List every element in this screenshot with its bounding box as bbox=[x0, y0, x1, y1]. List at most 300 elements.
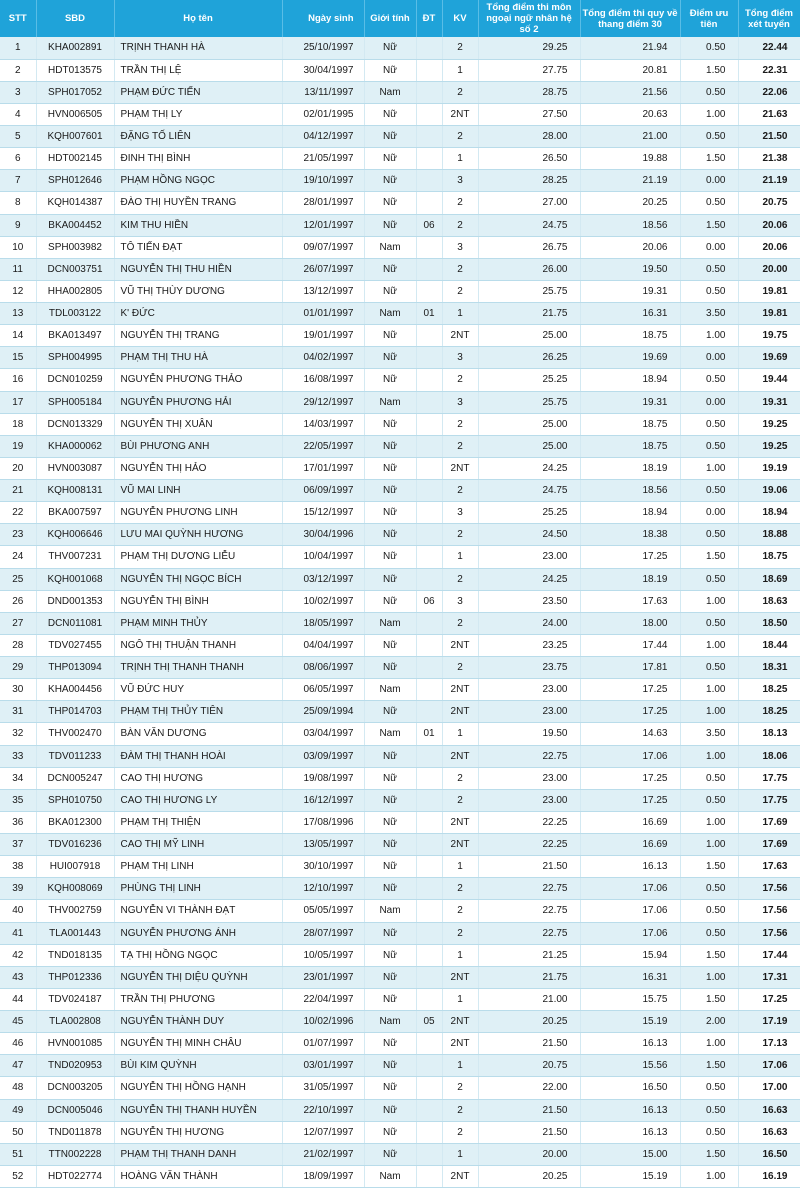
cell-gender: Nữ bbox=[364, 546, 416, 568]
cell-foreign-score: 24.25 bbox=[478, 568, 580, 590]
cell-stt: 27 bbox=[0, 612, 36, 634]
cell-dt bbox=[416, 1121, 442, 1143]
cell-final-score: 19.44 bbox=[738, 369, 800, 391]
cell-name: CAO THỊ HƯƠNG LY bbox=[114, 789, 282, 811]
cell-bonus: 0.50 bbox=[680, 192, 738, 214]
cell-scale30-score: 16.13 bbox=[580, 1099, 680, 1121]
cell-foreign-score: 27.75 bbox=[478, 59, 580, 81]
cell-final-score: 19.81 bbox=[738, 303, 800, 325]
cell-dob: 03/04/1997 bbox=[282, 723, 364, 745]
cell-gender: Nữ bbox=[364, 502, 416, 524]
cell-final-score: 22.44 bbox=[738, 37, 800, 59]
cell-foreign-score: 24.50 bbox=[478, 524, 580, 546]
cell-sbd: TND018135 bbox=[36, 944, 114, 966]
cell-dt: 01 bbox=[416, 303, 442, 325]
cell-name: HOÀNG VĂN THÀNH bbox=[114, 1165, 282, 1187]
cell-final-score: 21.38 bbox=[738, 148, 800, 170]
cell-final-score: 20.06 bbox=[738, 214, 800, 236]
cell-final-score: 17.75 bbox=[738, 789, 800, 811]
cell-final-score: 18.25 bbox=[738, 679, 800, 701]
cell-sbd: DCN005046 bbox=[36, 1099, 114, 1121]
cell-final-score: 18.25 bbox=[738, 701, 800, 723]
cell-dob: 31/05/1997 bbox=[282, 1077, 364, 1099]
table-row bbox=[0, 590, 800, 612]
cell-dt bbox=[416, 148, 442, 170]
table-body bbox=[0, 37, 800, 1188]
cell-gender: Nữ bbox=[364, 1099, 416, 1121]
cell-scale30-score: 17.06 bbox=[580, 922, 680, 944]
cell-name: VŨ THỊ THÙY DƯƠNG bbox=[114, 280, 282, 302]
cell-name: NGUYỄN THỊ TRANG bbox=[114, 325, 282, 347]
cell-name: NGÔ THỊ THUẬN THANH bbox=[114, 634, 282, 656]
cell-name: PHẠM THỊ THANH DANH bbox=[114, 1143, 282, 1165]
cell-dob: 13/12/1997 bbox=[282, 280, 364, 302]
cell-kv: 3 bbox=[442, 590, 478, 612]
cell-bonus: 0.50 bbox=[680, 258, 738, 280]
cell-foreign-score: 22.75 bbox=[478, 900, 580, 922]
cell-sbd: KQH007601 bbox=[36, 126, 114, 148]
table-row bbox=[0, 148, 800, 170]
cell-stt: 11 bbox=[0, 258, 36, 280]
cell-gender: Nam bbox=[364, 1011, 416, 1033]
cell-stt: 2 bbox=[0, 59, 36, 81]
cell-stt: 50 bbox=[0, 1121, 36, 1143]
table-row bbox=[0, 37, 800, 59]
cell-sbd: KHA002891 bbox=[36, 37, 114, 59]
cell-dt bbox=[416, 126, 442, 148]
table-row bbox=[0, 214, 800, 236]
cell-dt bbox=[416, 391, 442, 413]
cell-gender: Nữ bbox=[364, 413, 416, 435]
cell-bonus: 0.50 bbox=[680, 480, 738, 502]
cell-kv: 2NT bbox=[442, 1165, 478, 1187]
cell-foreign-score: 21.50 bbox=[478, 856, 580, 878]
cell-scale30-score: 18.94 bbox=[580, 369, 680, 391]
cell-final-score: 19.31 bbox=[738, 391, 800, 413]
cell-sbd: BKA013497 bbox=[36, 325, 114, 347]
cell-kv: 2 bbox=[442, 767, 478, 789]
cell-kv: 3 bbox=[442, 502, 478, 524]
cell-stt: 16 bbox=[0, 369, 36, 391]
cell-sbd: SPH005184 bbox=[36, 391, 114, 413]
header-sbd: SBD bbox=[36, 0, 114, 37]
cell-kv: 1 bbox=[442, 856, 478, 878]
cell-name: PHẠM THỊ LINH bbox=[114, 856, 282, 878]
cell-final-score: 21.63 bbox=[738, 103, 800, 125]
cell-dt: 06 bbox=[416, 590, 442, 612]
cell-final-score: 16.50 bbox=[738, 1143, 800, 1165]
cell-stt: 46 bbox=[0, 1033, 36, 1055]
cell-dt bbox=[416, 811, 442, 833]
cell-gender: Nam bbox=[364, 303, 416, 325]
cell-sbd: DCN010259 bbox=[36, 369, 114, 391]
table-row bbox=[0, 546, 800, 568]
cell-final-score: 17.31 bbox=[738, 966, 800, 988]
cell-gender: Nữ bbox=[364, 944, 416, 966]
cell-dob: 25/10/1997 bbox=[282, 37, 364, 59]
cell-foreign-score: 23.00 bbox=[478, 701, 580, 723]
cell-kv: 2NT bbox=[442, 1033, 478, 1055]
cell-gender: Nữ bbox=[364, 590, 416, 612]
cell-scale30-score: 18.56 bbox=[580, 480, 680, 502]
cell-scale30-score: 18.75 bbox=[580, 435, 680, 457]
cell-sbd: TTN002228 bbox=[36, 1143, 114, 1165]
cell-dt bbox=[416, 944, 442, 966]
cell-gender: Nữ bbox=[364, 922, 416, 944]
cell-scale30-score: 20.25 bbox=[580, 192, 680, 214]
cell-scale30-score: 15.56 bbox=[580, 1055, 680, 1077]
cell-gender: Nữ bbox=[364, 37, 416, 59]
cell-dt bbox=[416, 612, 442, 634]
table-row bbox=[0, 657, 800, 679]
cell-dob: 15/12/1997 bbox=[282, 502, 364, 524]
cell-kv: 3 bbox=[442, 236, 478, 258]
cell-gender: Nữ bbox=[364, 701, 416, 723]
cell-name: TRỊNH THỊ THANH THANH bbox=[114, 657, 282, 679]
cell-stt: 14 bbox=[0, 325, 36, 347]
cell-bonus: 1.50 bbox=[680, 546, 738, 568]
cell-scale30-score: 18.75 bbox=[580, 413, 680, 435]
cell-stt: 8 bbox=[0, 192, 36, 214]
cell-gender: Nữ bbox=[364, 1055, 416, 1077]
cell-sbd: THV007231 bbox=[36, 546, 114, 568]
cell-dt bbox=[416, 524, 442, 546]
cell-name: NGUYỄN THỊ HƯƠNG bbox=[114, 1121, 282, 1143]
cell-bonus: 1.00 bbox=[680, 966, 738, 988]
cell-kv: 2NT bbox=[442, 634, 478, 656]
cell-dt bbox=[416, 679, 442, 701]
cell-dob: 09/07/1997 bbox=[282, 236, 364, 258]
cell-gender: Nữ bbox=[364, 745, 416, 767]
cell-stt: 33 bbox=[0, 745, 36, 767]
cell-sbd: DCN005247 bbox=[36, 767, 114, 789]
cell-final-score: 18.69 bbox=[738, 568, 800, 590]
cell-dob: 21/02/1997 bbox=[282, 1143, 364, 1165]
cell-gender: Nữ bbox=[364, 148, 416, 170]
cell-final-score: 19.75 bbox=[738, 325, 800, 347]
cell-dob: 17/08/1996 bbox=[282, 811, 364, 833]
cell-gender: Nữ bbox=[364, 524, 416, 546]
cell-gender: Nữ bbox=[364, 988, 416, 1010]
cell-foreign-score: 20.00 bbox=[478, 1143, 580, 1165]
cell-sbd: HDT013575 bbox=[36, 59, 114, 81]
cell-scale30-score: 17.06 bbox=[580, 878, 680, 900]
cell-kv: 1 bbox=[442, 988, 478, 1010]
cell-final-score: 19.25 bbox=[738, 413, 800, 435]
cell-scale30-score: 21.19 bbox=[580, 170, 680, 192]
cell-final-score: 17.44 bbox=[738, 944, 800, 966]
table-row bbox=[0, 701, 800, 723]
cell-name: KIM THU HIỀN bbox=[114, 214, 282, 236]
cell-sbd: TDV011233 bbox=[36, 745, 114, 767]
cell-name: VŨ ĐỨC HUY bbox=[114, 679, 282, 701]
cell-bonus: 0.50 bbox=[680, 878, 738, 900]
cell-foreign-score: 22.75 bbox=[478, 745, 580, 767]
cell-sbd: SPH004995 bbox=[36, 347, 114, 369]
cell-dt bbox=[416, 900, 442, 922]
cell-bonus: 1.50 bbox=[680, 59, 738, 81]
header-dt: ĐT bbox=[416, 0, 442, 37]
table-row bbox=[0, 413, 800, 435]
cell-scale30-score: 14.63 bbox=[580, 723, 680, 745]
cell-sbd: HVN001085 bbox=[36, 1033, 114, 1055]
cell-dt: 05 bbox=[416, 1011, 442, 1033]
cell-scale30-score: 18.00 bbox=[580, 612, 680, 634]
cell-dob: 10/02/1997 bbox=[282, 590, 364, 612]
cell-dt bbox=[416, 59, 442, 81]
cell-name: PHẠM ĐỨC TIẾN bbox=[114, 81, 282, 103]
cell-sbd: DCN013329 bbox=[36, 413, 114, 435]
cell-gender: Nữ bbox=[364, 258, 416, 280]
cell-name: NGUYỄN THỊ BÌNH bbox=[114, 590, 282, 612]
cell-gender: Nữ bbox=[364, 369, 416, 391]
cell-kv: 2 bbox=[442, 214, 478, 236]
cell-foreign-score: 24.25 bbox=[478, 457, 580, 479]
cell-scale30-score: 17.06 bbox=[580, 745, 680, 767]
cell-bonus: 1.00 bbox=[680, 745, 738, 767]
cell-dt bbox=[416, 435, 442, 457]
cell-dt bbox=[416, 236, 442, 258]
cell-sbd: TLA002808 bbox=[36, 1011, 114, 1033]
cell-scale30-score: 18.94 bbox=[580, 502, 680, 524]
cell-foreign-score: 26.75 bbox=[478, 236, 580, 258]
cell-dt bbox=[416, 834, 442, 856]
cell-dt bbox=[416, 37, 442, 59]
cell-dt bbox=[416, 258, 442, 280]
cell-final-score: 21.50 bbox=[738, 126, 800, 148]
cell-dt bbox=[416, 347, 442, 369]
cell-gender: Nam bbox=[364, 679, 416, 701]
cell-scale30-score: 15.94 bbox=[580, 944, 680, 966]
cell-dob: 25/09/1994 bbox=[282, 701, 364, 723]
cell-sbd: DCN003751 bbox=[36, 258, 114, 280]
table-row bbox=[0, 1011, 800, 1033]
cell-bonus: 1.00 bbox=[680, 634, 738, 656]
table-row bbox=[0, 369, 800, 391]
table-row bbox=[0, 236, 800, 258]
cell-dob: 28/07/1997 bbox=[282, 922, 364, 944]
header-scale30-score: Tổng điểm thi quy về thang điểm 30 bbox=[580, 0, 680, 37]
table-header bbox=[0, 0, 800, 37]
cell-final-score: 18.88 bbox=[738, 524, 800, 546]
cell-sbd: DCN003205 bbox=[36, 1077, 114, 1099]
cell-foreign-score: 21.75 bbox=[478, 966, 580, 988]
cell-bonus: 1.50 bbox=[680, 214, 738, 236]
cell-name: NGUYỄN THỊ MINH CHÂU bbox=[114, 1033, 282, 1055]
cell-dob: 30/10/1997 bbox=[282, 856, 364, 878]
cell-sbd: KQH006646 bbox=[36, 524, 114, 546]
cell-sbd: HUI007918 bbox=[36, 856, 114, 878]
cell-scale30-score: 15.19 bbox=[580, 1165, 680, 1187]
cell-dt bbox=[416, 170, 442, 192]
cell-name: ĐÀO THỊ HUYỀN TRANG bbox=[114, 192, 282, 214]
cell-dob: 18/05/1997 bbox=[282, 612, 364, 634]
cell-final-score: 17.56 bbox=[738, 900, 800, 922]
cell-stt: 48 bbox=[0, 1077, 36, 1099]
cell-kv: 1 bbox=[442, 723, 478, 745]
cell-stt: 31 bbox=[0, 701, 36, 723]
cell-gender: Nam bbox=[364, 900, 416, 922]
cell-scale30-score: 19.69 bbox=[580, 347, 680, 369]
table-row bbox=[0, 1165, 800, 1187]
table-row bbox=[0, 1143, 800, 1165]
cell-foreign-score: 24.75 bbox=[478, 480, 580, 502]
cell-name: ĐẶNG TỐ LIÊN bbox=[114, 126, 282, 148]
cell-bonus: 0.50 bbox=[680, 435, 738, 457]
cell-dob: 05/05/1997 bbox=[282, 900, 364, 922]
cell-name: BÙI KIM QUỲNH bbox=[114, 1055, 282, 1077]
cell-dob: 13/05/1997 bbox=[282, 834, 364, 856]
cell-scale30-score: 16.31 bbox=[580, 966, 680, 988]
cell-bonus: 0.50 bbox=[680, 922, 738, 944]
cell-name: NGUYỄN THỊ THANH HUYỀN bbox=[114, 1099, 282, 1121]
cell-stt: 49 bbox=[0, 1099, 36, 1121]
cell-final-score: 19.06 bbox=[738, 480, 800, 502]
cell-final-score: 18.13 bbox=[738, 723, 800, 745]
cell-scale30-score: 18.56 bbox=[580, 214, 680, 236]
cell-kv: 2NT bbox=[442, 834, 478, 856]
cell-foreign-score: 23.25 bbox=[478, 634, 580, 656]
cell-name: NGUYỄN THỊ HẢO bbox=[114, 457, 282, 479]
cell-foreign-score: 21.50 bbox=[478, 1099, 580, 1121]
table-row bbox=[0, 1121, 800, 1143]
cell-dt bbox=[416, 81, 442, 103]
cell-stt: 15 bbox=[0, 347, 36, 369]
cell-scale30-score: 15.00 bbox=[580, 1143, 680, 1165]
cell-scale30-score: 18.19 bbox=[580, 568, 680, 590]
cell-final-score: 22.31 bbox=[738, 59, 800, 81]
cell-dob: 12/10/1997 bbox=[282, 878, 364, 900]
cell-sbd: TDL003122 bbox=[36, 303, 114, 325]
cell-stt: 43 bbox=[0, 966, 36, 988]
cell-dt bbox=[416, 280, 442, 302]
cell-gender: Nữ bbox=[364, 126, 416, 148]
cell-sbd: SPH010750 bbox=[36, 789, 114, 811]
table-row bbox=[0, 988, 800, 1010]
cell-foreign-score: 21.25 bbox=[478, 944, 580, 966]
cell-name: NGUYỄN VI THÀNH ĐẠT bbox=[114, 900, 282, 922]
cell-kv: 3 bbox=[442, 347, 478, 369]
cell-name: TẠ THỊ HỒNG NGỌC bbox=[114, 944, 282, 966]
cell-kv: 2 bbox=[442, 568, 478, 590]
cell-kv: 1 bbox=[442, 546, 478, 568]
cell-foreign-score: 21.00 bbox=[478, 988, 580, 1010]
cell-stt: 3 bbox=[0, 81, 36, 103]
cell-stt: 34 bbox=[0, 767, 36, 789]
cell-bonus: 1.00 bbox=[680, 103, 738, 125]
cell-stt: 30 bbox=[0, 679, 36, 701]
cell-gender: Nữ bbox=[364, 280, 416, 302]
cell-kv: 2 bbox=[442, 922, 478, 944]
cell-foreign-score: 24.75 bbox=[478, 214, 580, 236]
cell-scale30-score: 18.75 bbox=[580, 325, 680, 347]
cell-foreign-score: 26.50 bbox=[478, 148, 580, 170]
header-bonus: Điểm ưu tiên bbox=[680, 0, 738, 37]
cell-stt: 37 bbox=[0, 834, 36, 856]
cell-final-score: 17.69 bbox=[738, 834, 800, 856]
cell-bonus: 0.50 bbox=[680, 81, 738, 103]
cell-stt: 21 bbox=[0, 480, 36, 502]
cell-stt: 17 bbox=[0, 391, 36, 413]
table-row bbox=[0, 192, 800, 214]
table-row bbox=[0, 834, 800, 856]
cell-foreign-score: 25.25 bbox=[478, 502, 580, 524]
cell-name: NGUYỄN THÀNH DUY bbox=[114, 1011, 282, 1033]
cell-dob: 04/02/1997 bbox=[282, 347, 364, 369]
cell-sbd: SPH017052 bbox=[36, 81, 114, 103]
cell-gender: Nữ bbox=[364, 1077, 416, 1099]
cell-final-score: 17.00 bbox=[738, 1077, 800, 1099]
cell-sbd: TLA001443 bbox=[36, 922, 114, 944]
cell-dt bbox=[416, 457, 442, 479]
cell-sbd: TND020953 bbox=[36, 1055, 114, 1077]
cell-scale30-score: 16.31 bbox=[580, 303, 680, 325]
table-row bbox=[0, 922, 800, 944]
cell-foreign-score: 25.00 bbox=[478, 435, 580, 457]
cell-name: BÙI PHƯƠNG ANH bbox=[114, 435, 282, 457]
cell-gender: Nữ bbox=[364, 457, 416, 479]
cell-final-score: 17.19 bbox=[738, 1011, 800, 1033]
cell-dob: 28/01/1997 bbox=[282, 192, 364, 214]
cell-gender: Nữ bbox=[364, 568, 416, 590]
cell-final-score: 17.25 bbox=[738, 988, 800, 1010]
cell-foreign-score: 25.00 bbox=[478, 325, 580, 347]
cell-gender: Nữ bbox=[364, 878, 416, 900]
cell-kv: 2 bbox=[442, 280, 478, 302]
cell-dob: 30/04/1997 bbox=[282, 59, 364, 81]
cell-stt: 51 bbox=[0, 1143, 36, 1165]
header-kv: KV bbox=[442, 0, 478, 37]
cell-bonus: 0.00 bbox=[680, 170, 738, 192]
cell-name: TRỊNH THANH HÀ bbox=[114, 37, 282, 59]
cell-scale30-score: 19.31 bbox=[580, 280, 680, 302]
cell-foreign-score: 24.00 bbox=[478, 612, 580, 634]
cell-foreign-score: 28.75 bbox=[478, 81, 580, 103]
cell-gender: Nam bbox=[364, 612, 416, 634]
cell-stt: 6 bbox=[0, 148, 36, 170]
cell-dt bbox=[416, 767, 442, 789]
cell-kv: 2 bbox=[442, 789, 478, 811]
table-row bbox=[0, 634, 800, 656]
cell-dob: 18/09/1997 bbox=[282, 1165, 364, 1187]
cell-bonus: 1.50 bbox=[680, 944, 738, 966]
table-row bbox=[0, 258, 800, 280]
cell-name: CAO THỊ MỸ LINH bbox=[114, 834, 282, 856]
cell-scale30-score: 21.94 bbox=[580, 37, 680, 59]
cell-foreign-score: 23.50 bbox=[478, 590, 580, 612]
cell-name: NGUYỄN PHƯƠNG ÁNH bbox=[114, 922, 282, 944]
cell-sbd: HVN006505 bbox=[36, 103, 114, 125]
cell-stt: 39 bbox=[0, 878, 36, 900]
cell-gender: Nam bbox=[364, 1165, 416, 1187]
cell-foreign-score: 27.50 bbox=[478, 103, 580, 125]
cell-final-score: 18.50 bbox=[738, 612, 800, 634]
header-gender: Giới tính bbox=[364, 0, 416, 37]
cell-kv: 3 bbox=[442, 391, 478, 413]
cell-dt bbox=[416, 480, 442, 502]
table-row bbox=[0, 457, 800, 479]
cell-dt bbox=[416, 546, 442, 568]
cell-dt bbox=[416, 922, 442, 944]
cell-gender: Nam bbox=[364, 391, 416, 413]
cell-stt: 36 bbox=[0, 811, 36, 833]
cell-dob: 19/01/1997 bbox=[282, 325, 364, 347]
cell-bonus: 0.00 bbox=[680, 347, 738, 369]
cell-scale30-score: 19.50 bbox=[580, 258, 680, 280]
cell-dob: 10/05/1997 bbox=[282, 944, 364, 966]
cell-sbd: TDV024187 bbox=[36, 988, 114, 1010]
cell-stt: 20 bbox=[0, 457, 36, 479]
